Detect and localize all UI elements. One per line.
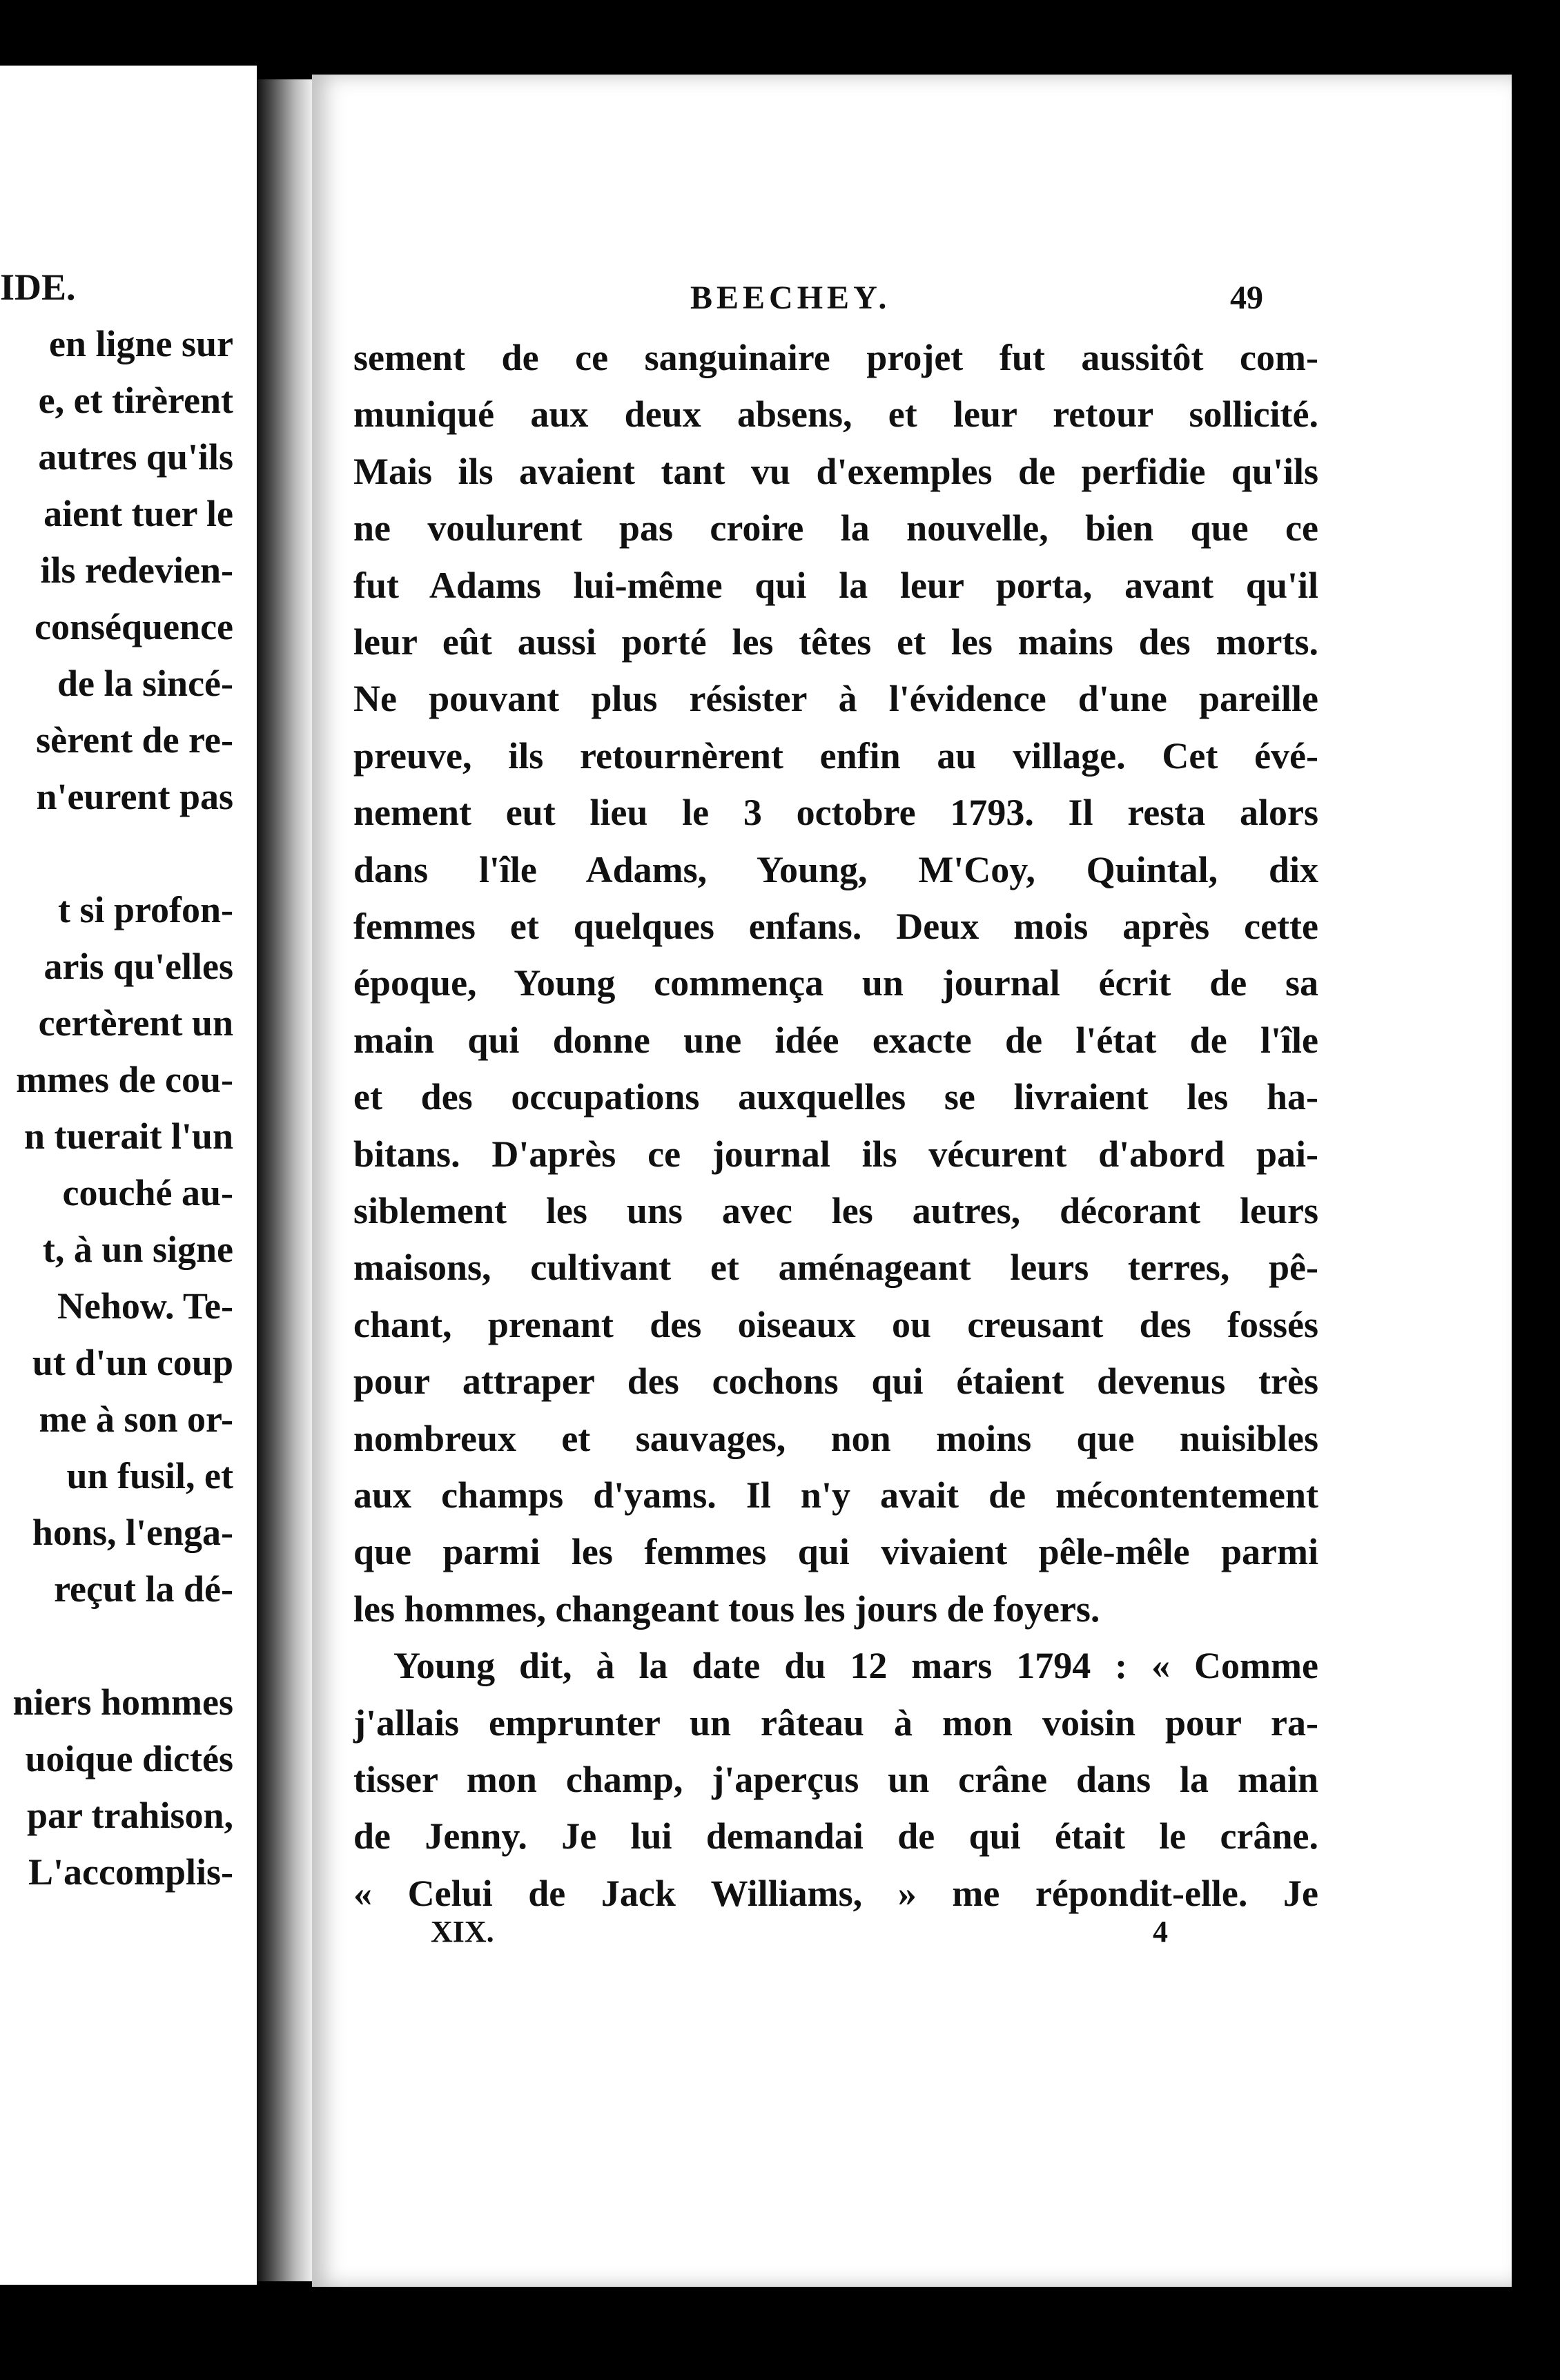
left-text-line: ils redevien- [40, 549, 233, 591]
sheet-number: 4 [1153, 1915, 1168, 1949]
body-text-line: sement de ce sanguinaire projet fut aussitôt com- [353, 337, 1318, 378]
left-text-line: niers hommes [12, 1681, 233, 1723]
left-text-line: Nehow. Te- [57, 1285, 233, 1327]
left-text-line: par trahison, [26, 1795, 233, 1836]
left-text-line: autres qu'ils [38, 436, 233, 478]
running-head [312, 279, 1512, 320]
body-text-line: dans l'île Adams, Young, M'Coy, Quintal, dix [353, 849, 1318, 890]
body-text-line: leur eût aussi porté les têtes et les mains des morts. [353, 621, 1318, 663]
left-text-line: ut d'un coup [32, 1342, 233, 1383]
left-text-line: L'accomplis- [28, 1851, 233, 1893]
body-text-line: main qui donne une idée exacte de l'état de l'île [353, 1020, 1318, 1061]
left-text-line: t, à un signe [42, 1229, 233, 1270]
body-text-line: époque, Young commença un journal écrit de sa [353, 962, 1318, 1004]
body-text-line: tisser mon champ, j'aperçus un crâne dans la main [353, 1759, 1318, 1800]
left-text-line: IDE. [0, 266, 76, 308]
body-text-line: nement eut lieu le 3 octobre 1793. Il resta alors [353, 792, 1318, 833]
body-text-line: muniqué aux deux absens, et leur retour sollicité. [353, 393, 1318, 435]
left-text-line: me à son or- [39, 1398, 233, 1440]
book-gutter [257, 79, 312, 2281]
body-text-line: fut Adams lui-même qui la leur porta, avant qu'il [353, 565, 1318, 606]
left-text-line: sèrent de re- [36, 719, 233, 761]
body-text-line: Mais ils avaient tant vu d'exemples de perfidie qu'ils [353, 451, 1318, 492]
left-text-line: mmes de cou- [16, 1059, 233, 1100]
left-text-line: aient tuer le [43, 493, 233, 534]
body-text-line: bitans. D'après ce journal ils vécurent d'abord pai- [353, 1133, 1318, 1175]
body-text-line: « Celui de Jack Williams, » me répondit-elle. Je [353, 1873, 1318, 1914]
body-text-line: les hommes, changeant tous les jours de foyers. [353, 1588, 1100, 1630]
body-text-line: chant, prenant des oiseaux ou creusant des fossés [353, 1304, 1318, 1345]
body-text-line: Young dit, à la date du 12 mars 1794 : « Comme [393, 1645, 1318, 1686]
left-page-fragment [0, 66, 257, 2285]
left-text-line: aris qu'elles [43, 946, 233, 987]
left-text-line: conséquence [35, 606, 233, 647]
body-text-line: que parmi les femmes qui vivaient pêle-mêle parmi [353, 1531, 1318, 1572]
body-text-line: nombreux et sauvages, non moins que nuisibles [353, 1418, 1318, 1459]
left-text-line: un fusil, et [66, 1455, 233, 1496]
signature-mark: XIX. [431, 1915, 494, 1949]
left-text-line: couché au- [62, 1172, 233, 1213]
left-text-line: n tuerait l'un [23, 1115, 233, 1157]
body-text-line: de Jenny. Je lui demandai de qui était le crâne. [353, 1815, 1318, 1857]
left-text-line: uoique dictés [25, 1738, 233, 1779]
body-text-line: aux champs d'yams. Il n'y avait de mécontentement [353, 1474, 1318, 1516]
left-text-line: reçut la dé- [54, 1568, 233, 1610]
right-page [312, 75, 1512, 2287]
left-text-line: e, et tirèrent [38, 380, 233, 421]
body-text-line: femmes et quelques enfans. Deux mois après cette [353, 906, 1318, 947]
body-text-line: j'allais emprunter un râteau à mon voisin pour ra- [353, 1702, 1318, 1744]
body-text-line: pour attraper des cochons qui étaient devenus très [353, 1360, 1318, 1402]
left-text-line: de la sincé- [57, 663, 233, 704]
left-text-line: en ligne sur [48, 323, 233, 364]
body-text-line: et des occupations auxquelles se livraient les ha- [353, 1076, 1318, 1118]
body-text-line: siblement les uns avec les autres, décorant leurs [353, 1190, 1318, 1231]
body-text-line: Ne pouvant plus résister à l'évidence d'une pareille [353, 678, 1318, 719]
body-text-line: maisons, cultivant et aménageant leurs terres, pê- [353, 1247, 1318, 1288]
running-title: BEECHEY. [690, 280, 891, 316]
left-text-line: n'eurent pas [36, 776, 233, 817]
page-number: 49 [1230, 280, 1263, 316]
body-text-line: preuve, ils retournèrent enfin au village. Cet évé- [353, 735, 1318, 777]
left-text-line: t si profon- [57, 889, 233, 930]
body-text-line: ne voulurent pas croire la nouvelle, bien que ce [353, 507, 1318, 549]
left-text-line: certèrent un [38, 1002, 233, 1044]
left-text-line: hons, l'enga- [32, 1512, 233, 1553]
